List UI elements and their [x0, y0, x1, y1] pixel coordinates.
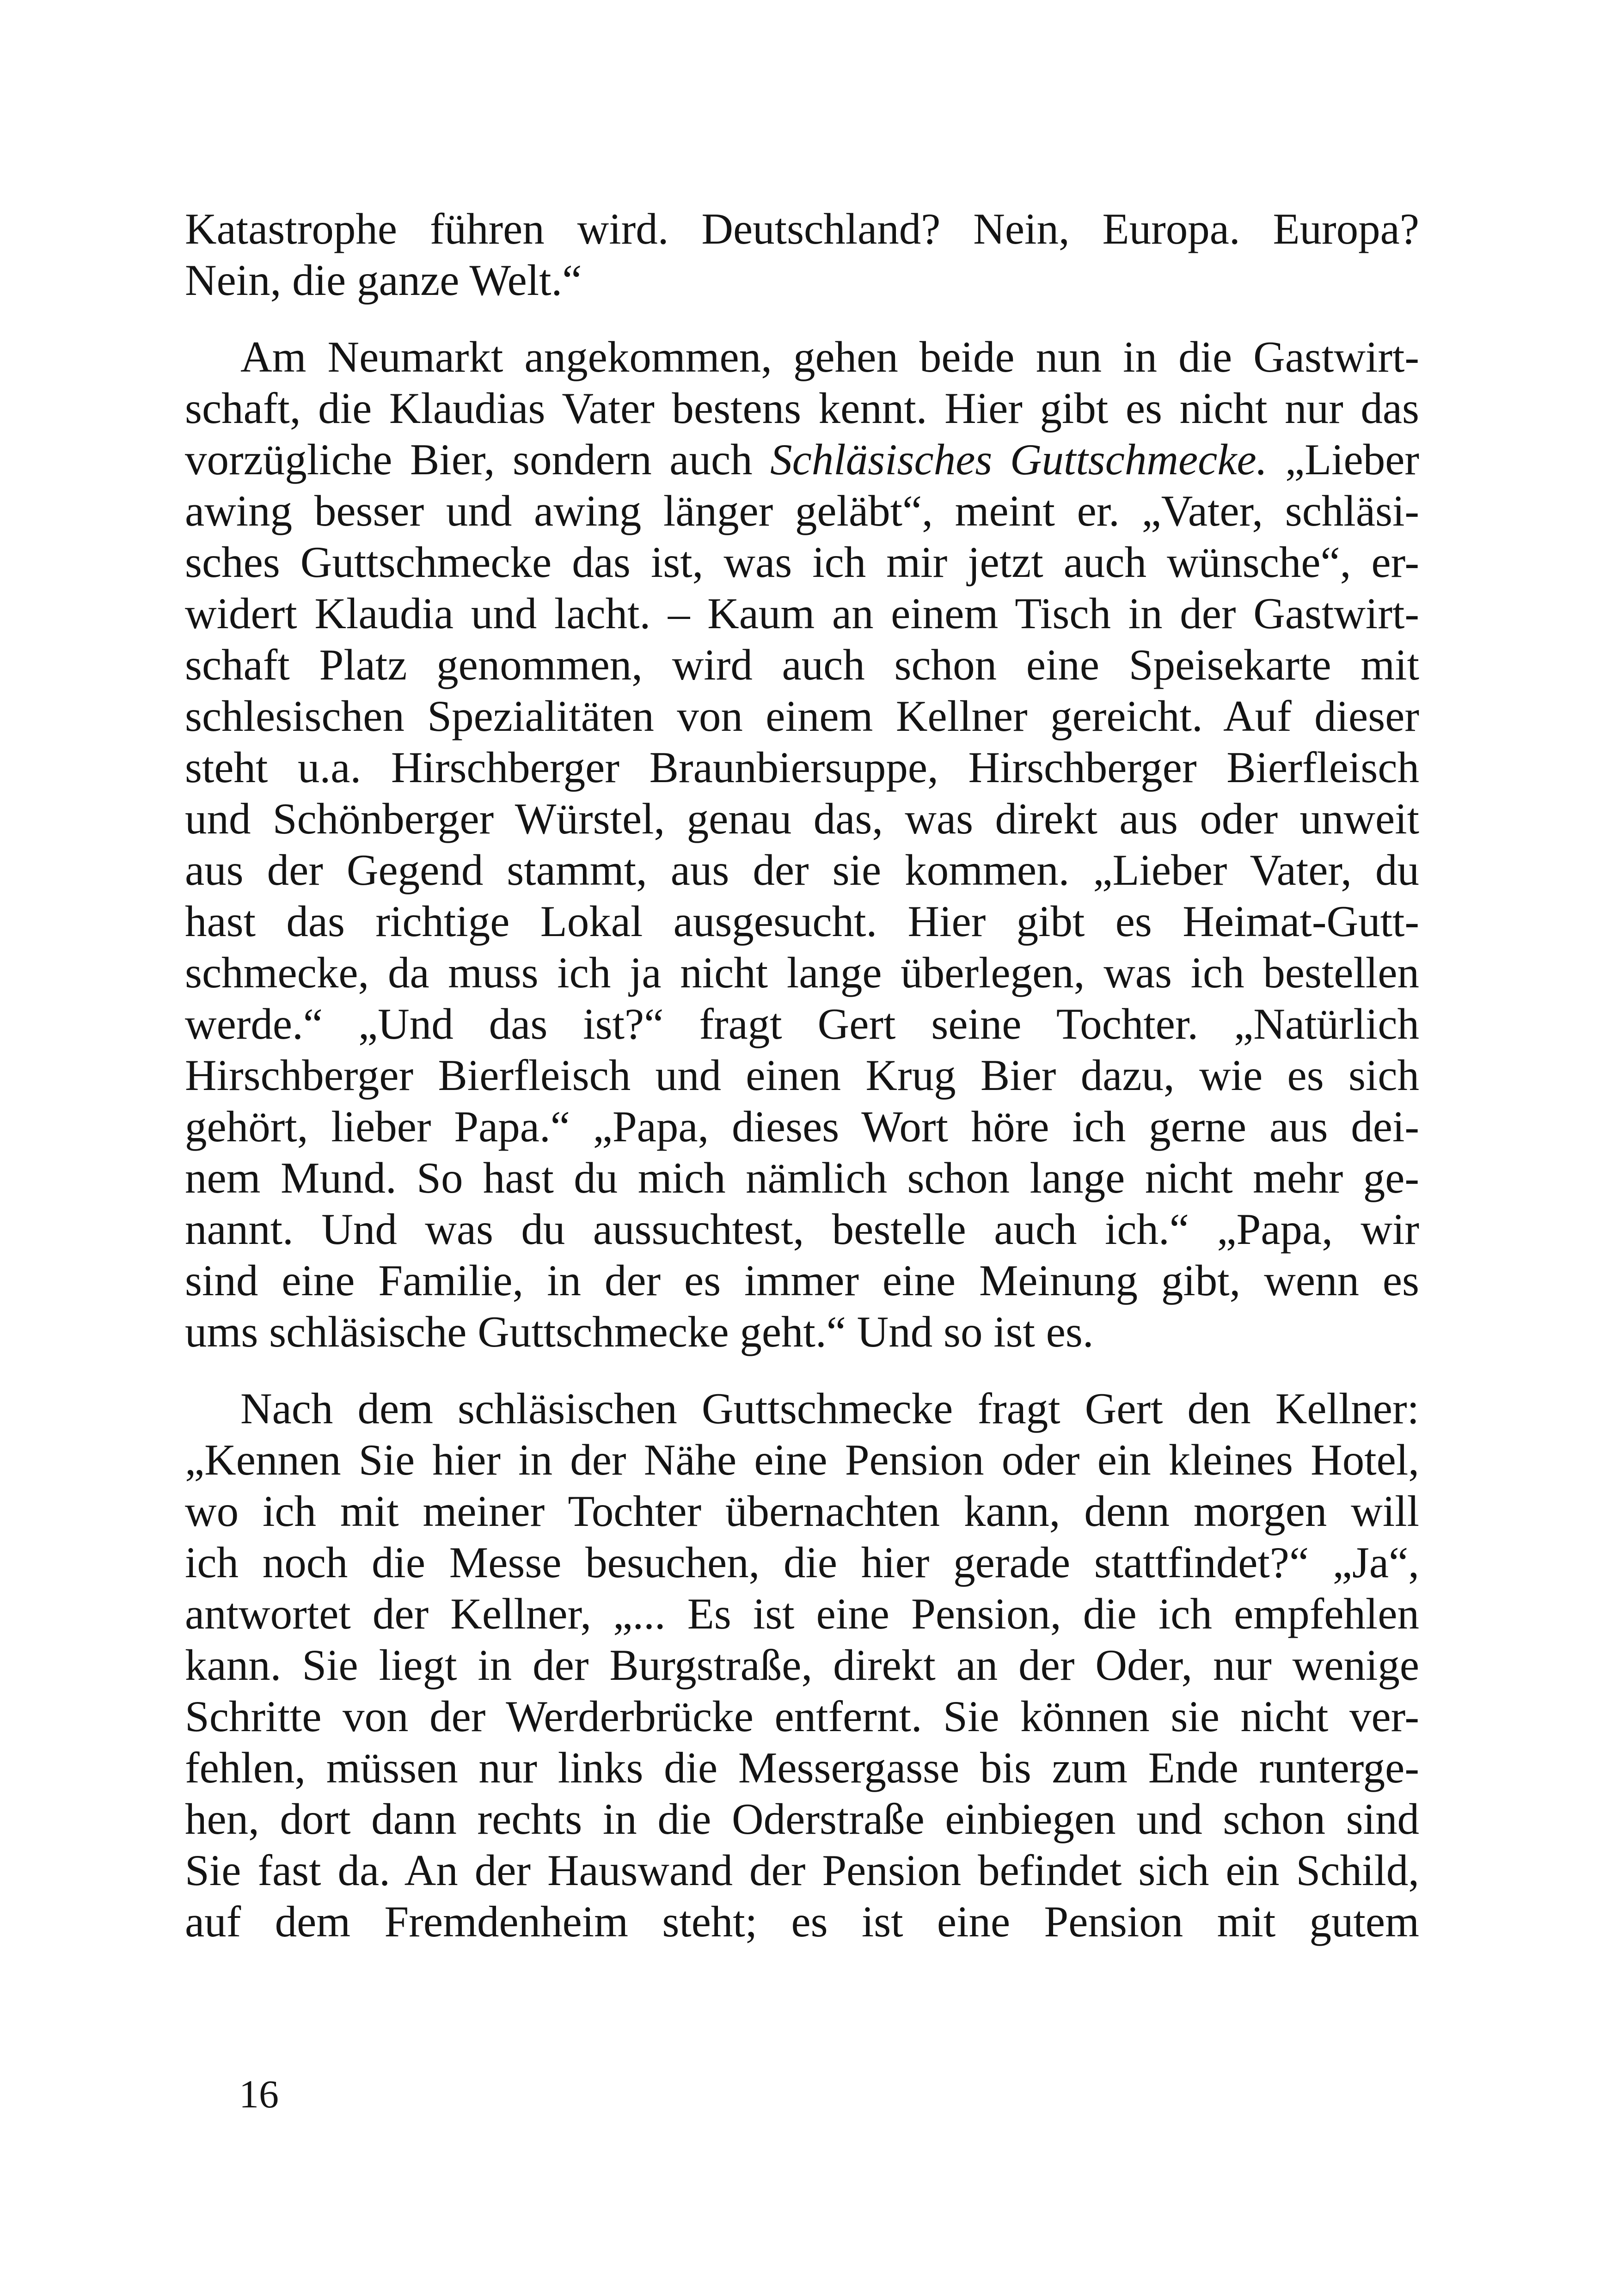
text-line: Hirschberger Bierfleisch und einen Krug Bier dazu, wie es sich: [185, 1051, 1419, 1100]
text-line: hast das richtige Lokal ausgesucht. Hier gibt es Heimat-Gutt-: [185, 897, 1419, 946]
text-line: sind eine Familie, in der es immer eine Meinung gibt, wenn es: [185, 1256, 1419, 1305]
text-line: gehört, lieber Papa.“ „Papa, dieses Wort höre ich gerne aus dei-: [185, 1102, 1419, 1151]
paragraph: [185, 1383, 1419, 1947]
italic-phrase: Schläsisches Guttschmecke.: [770, 435, 1268, 484]
text-line: schlesischen Spezialitäten von einem Kellner gereicht. Auf dieser: [185, 692, 1419, 741]
text-line: widert Klaudia und lacht. – Kaum an einem Tisch in der Gastwirt-: [185, 589, 1419, 638]
text-line: Katastrophe führen wird. Deutschland? Nein, Europa. Europa?: [185, 204, 1419, 253]
text-line: schaft Platz genommen, wird auch schon eine Speisekarte mit: [185, 640, 1419, 689]
text-line: ums schläsische Guttschmecke geht.“ Und so ist es.: [185, 1307, 1094, 1356]
text-line: sches Guttschmecke das ist, was ich mir jetzt auch wünsche“, er-: [185, 538, 1419, 587]
text-line: antwortet der Kellner, „... Es ist eine Pension, die ich empfehlen: [185, 1589, 1419, 1638]
paragraph: [185, 331, 1419, 1358]
text-line: Nach dem schläsischen Guttschmecke fragt Gert den Kellner:: [240, 1384, 1419, 1433]
text-line: steht u.a. Hirschberger Braunbiersuppe, Hirschberger Bierfleisch: [185, 743, 1419, 792]
text-line: nem Mund. So hast du mich nämlich schon lange nicht mehr ge-: [185, 1153, 1419, 1202]
text-line: Sie fast da. An der Hauswand der Pension befindet sich ein Schild,: [185, 1846, 1419, 1895]
text-line: nannt. Und was du aussuchtest, bestelle auch ich.“ „Papa, wir: [185, 1205, 1419, 1254]
text-line: Nein, die ganze Welt.“: [185, 256, 582, 305]
text-line: schaft, die Klaudias Vater bestens kennt. Hier gibt es nicht nur das: [185, 384, 1419, 433]
page-number: 16: [239, 2072, 279, 2116]
text-line: und Schönberger Würstel, genau das, was direkt aus oder unweit: [185, 794, 1419, 843]
body-text: [185, 203, 1419, 1947]
paragraph: [185, 203, 1419, 306]
text-line: schmecke, da muss ich ja nicht lange überlegen, was ich bestellen: [185, 948, 1419, 997]
text-line: fehlen, müssen nur links die Messergasse bis zum Ende runterge-: [185, 1743, 1419, 1792]
text-line: awing besser und awing länger geläbt“, meint er. „Vater, schläsi-: [185, 486, 1419, 535]
text-line: wo ich mit meiner Tochter übernachten kann, denn morgen will: [185, 1487, 1419, 1536]
text-line: Schritte von der Werderbrücke entfernt. Sie können sie nicht ver-: [185, 1692, 1419, 1741]
text-line: „Kennen Sie hier in der Nähe eine Pension oder ein kleines Hotel,: [185, 1435, 1419, 1484]
text-line: aus der Gegend stammt, aus der sie kommen. „Lieber Vater, du: [185, 845, 1419, 894]
text-line: hen, dort dann rechts in die Oderstraße einbiegen und schon sind: [185, 1794, 1419, 1843]
text-line: Am Neumarkt angekommen, gehen beide nun in die Gastwirt-: [240, 332, 1419, 381]
text-line: auf dem Fremdenheim steht; es ist eine Pension mit gutem: [185, 1897, 1419, 1946]
text-line: vorzügliche Bier, sondern auch Schläsisches Guttschmecke. „Lieber: [185, 435, 1420, 484]
text-line: werde.“ „Und das ist?“ fragt Gert seine Tochter. „Natürlich: [185, 999, 1419, 1048]
text-line: ich noch die Messe besuchen, die hier gerade stattfindet?“ „Ja“,: [185, 1538, 1419, 1587]
text-line: kann. Sie liegt in der Burgstraße, direkt an der Oder, nur wenige: [185, 1641, 1419, 1690]
